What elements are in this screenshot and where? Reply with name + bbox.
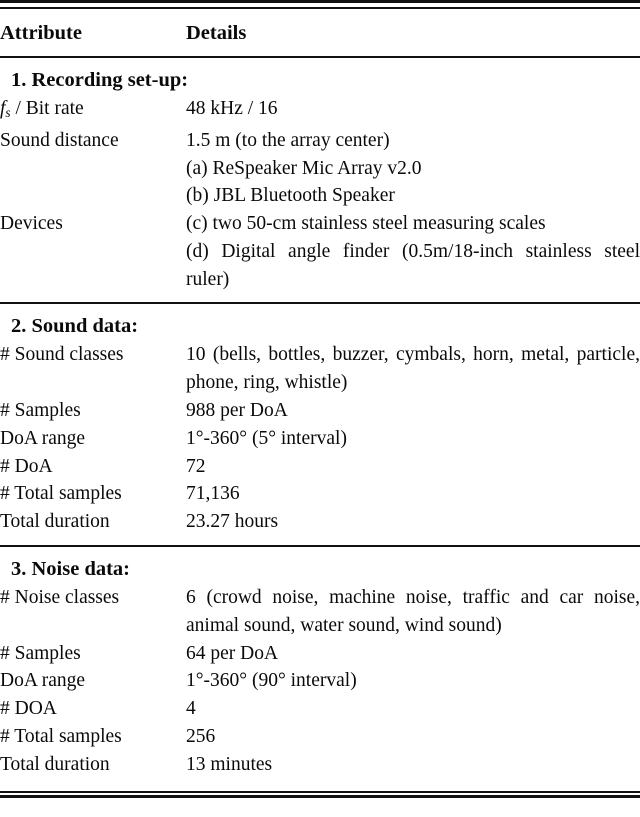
row-details-fs-bit-rate: 48 kHz / 16 [186, 98, 278, 119]
fs-subscript: s [5, 104, 11, 120]
row-attribute-noise-total-duration: Total duration [0, 753, 110, 775]
section-1-bottom-space [0, 293, 640, 302]
section-title-recording-setup: 1. Recording set-up: [11, 69, 189, 91]
device-item-b: (b) JBL Bluetooth Speaker [186, 185, 395, 207]
row-details-noise-doa-count: 4 [186, 698, 196, 720]
row-details-noise-classes: 6 (crowd noise, machine noise, traffic and car noise, animal sound, water sound, wind sound) [186, 587, 640, 636]
table-row [0, 480, 640, 508]
header-top-space [0, 9, 640, 18]
device-item-d: (d) Digital angle finder (0.5m/18-inch stainless steel ruler) [186, 240, 640, 290]
row-details-noise-total-samples: 256 [186, 726, 216, 748]
table-row [0, 397, 640, 425]
table-row [0, 127, 640, 155]
column-header-details: Details [186, 22, 247, 44]
table-row [0, 341, 640, 397]
table-row [0, 453, 640, 481]
table-row [0, 723, 640, 751]
row-details-sound-classes: 10 (bells, bottles, buzzer, cymbals, horn, metal, particle, phone, ring, whistle) [186, 344, 640, 394]
section-title-sound-data: 2. Sound data: [11, 315, 139, 338]
row-details-noise-samples: 64 per DoA [186, 642, 279, 664]
row-details-doa-range: 1°-360° (5° interval) [186, 427, 347, 449]
device-item-a: (a) ReSpeaker Mic Array v2.0 [186, 157, 422, 179]
table-row [0, 425, 640, 453]
row-attribute-sound-classes: # Sound classes [0, 344, 124, 366]
column-header-attribute: Attribute [0, 22, 82, 44]
row-details-noise-doa-range: 1°-360° (90° interval) [186, 670, 357, 692]
row-details-noise-total-duration: 13 minutes [186, 753, 273, 775]
table-bottom-space [0, 779, 640, 791]
section-3-rows [0, 584, 640, 779]
section-1-rows [0, 95, 640, 293]
section-2-bottom-space [0, 536, 640, 545]
table-row [0, 751, 640, 779]
row-attribute-devices: Devices [0, 213, 63, 235]
section-title-noise-data: 3. Noise data: [11, 558, 131, 581]
section-2-rows [0, 341, 640, 536]
row-details-total-duration: 23.27 hours [186, 511, 279, 533]
row-attribute-total-duration: Total duration [0, 511, 110, 533]
fs-symbol: $f_s$ [0, 98, 11, 120]
row-attribute-total-samples: # Total samples [0, 483, 122, 505]
row-attribute-samples: # Samples [0, 400, 81, 422]
row-attribute-noise-doa-range: DoA range [0, 670, 86, 692]
table-bottom-rule-outer [0, 795, 640, 798]
row-details-sound-distance: 1.5 m (to the array center) [186, 129, 390, 151]
row-attribute-fs-bit-rate [0, 95, 186, 127]
row-attribute-noise-classes: # Noise classes [0, 587, 120, 609]
fs-suffix: / Bit rate [10, 98, 84, 119]
row-details-total-samples: 71,136 [186, 483, 240, 505]
row-details-devices [186, 155, 640, 294]
row-details-doa-count: 72 [186, 455, 206, 477]
header-row [0, 18, 640, 48]
row-attribute-noise-total-samples: # Total samples [0, 726, 122, 748]
table-row [0, 508, 640, 536]
row-attribute-doa-range: DoA range [0, 427, 86, 449]
row-details-samples: 988 per DoA [186, 400, 288, 422]
table-row [0, 695, 640, 723]
table-row [0, 667, 640, 695]
table-row [0, 155, 640, 294]
row-attribute-noise-samples: # Samples [0, 642, 81, 664]
row-attribute-noise-doa-count: # DOA [0, 698, 57, 720]
table-header [0, 18, 640, 48]
header-bottom-space [0, 48, 640, 56]
table-row [0, 640, 640, 668]
table-row [0, 584, 640, 640]
row-attribute-sound-distance: Sound distance [0, 129, 119, 151]
table-row [0, 95, 640, 127]
device-item-c: (c) two 50-cm stainless steel measuring scales [186, 213, 546, 235]
row-attribute-doa-count: # DoA [0, 455, 53, 477]
